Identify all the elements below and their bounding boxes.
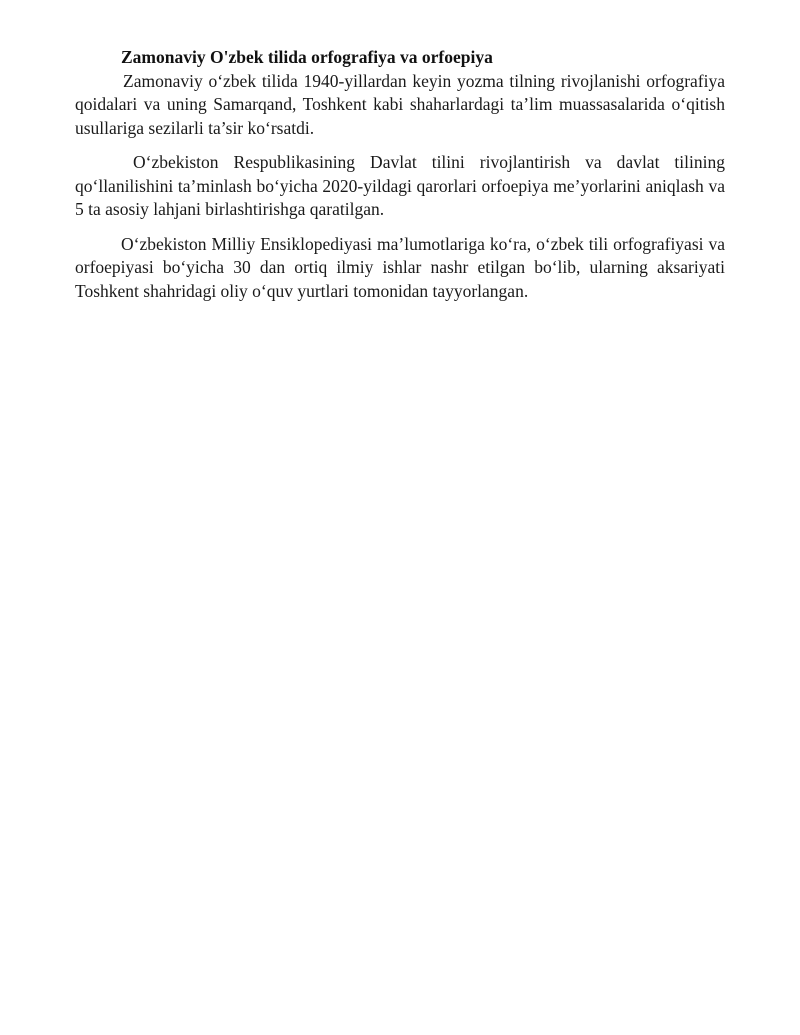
paragraph-3: O‘zbekiston Milliy Ensiklopediyasi ma’lumotlariga ko‘ra, o‘zbek tili orfografiyasi va orfoepiyasi bo‘yicha 30 dan ortiq ilmiy ishlar nashr etilgan bo‘lib, ularning aksariyati Toshkent shahridagi oliy o‘quv yurtlari tomonidan tayyorlangan. <box>75 233 725 301</box>
paragraph-2: O‘zbekiston Respublikasining Davlat tilini rivojlantirish va davlat tilining qo‘llanilishini ta’minlash bo‘yicha 2020-yildagi qarorlari orfoepiya me’yorlarini aniqlash va 5 ta asosiy lahjani birlashtirishga qaratilgan. <box>75 152 725 219</box>
paragraph-1: Zamonaviy o‘zbek tilida 1940-yillardan keyin yozma tilning rivojlanishi orfografiya qoidalari va uning Samarqand, Toshkent kabi shaharlardagi ta’lim muassasalarida o‘qitish usullariga sezilarli ta’sir ko‘rsatdi. <box>75 70 725 138</box>
document-title: Zamonaviy O'zbek tilida orfografiya va orfoepiya <box>121 47 493 67</box>
document-body <box>75 46 725 303</box>
